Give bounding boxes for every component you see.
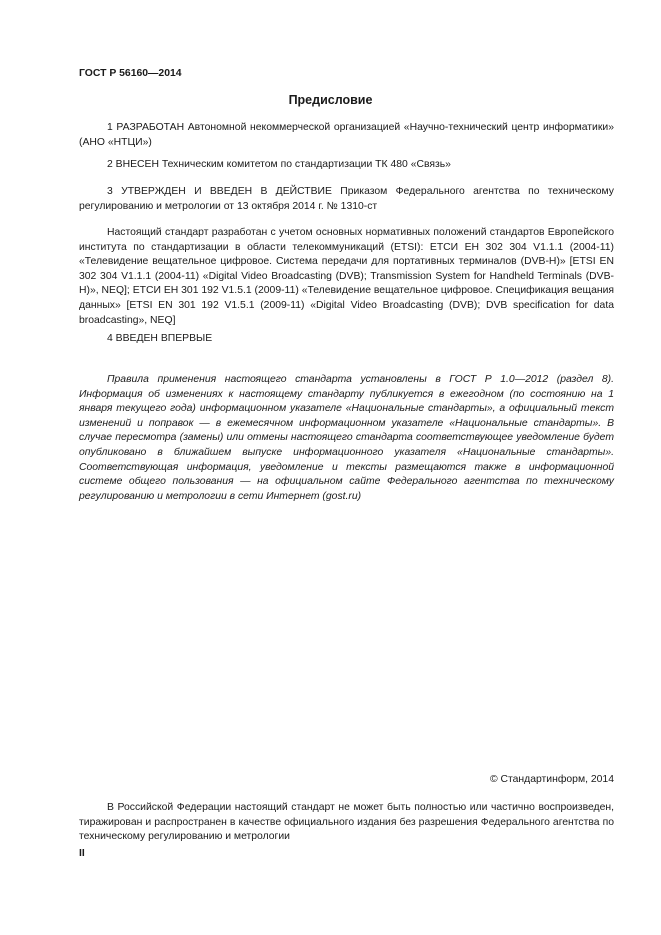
copyright: © Стандартинформ, 2014 bbox=[489, 774, 614, 785]
page-number: II bbox=[79, 848, 85, 859]
page-title: Предисловие bbox=[288, 93, 373, 107]
paragraph-developed: 1 РАЗРАБОТАН Автономной некоммерческой организацией «Научно-технический центр информатики» (АНО «НТЦИ») bbox=[79, 122, 614, 148]
paragraph-introduced: 2 ВНЕСЕН Техническим комитетом по стандартизации ТК 480 «Связь» bbox=[107, 159, 451, 170]
rights-notice: В Российской Федерации настоящий стандарт не может быть полностью или частично воспроизведен, тиражирован и распространен в качестве официального издания без разрешения Федерального агентства по техническому регулированию и метрологии bbox=[79, 802, 614, 843]
paragraph-basis: Настоящий стандарт разработан с учетом основных нормативных положений стандартов Европейского института по стандартизации в области телекоммуникаций (ETSI): ЕТСИ ЕН 302 304 V1.1.1 (2004-11) «Телевидение вещательное цифровое. Система передачи для портативных терминалов (DVB-H)» [ETSI EN 302 304 V1.1.1 (2004-11) «Digital Video Broadcasting (DVB); Transmission System for Handheld Terminals (DVB-H)», NEQ]; ЕТСИ ЕН 301 192 V1.5.1 (2009-11) «Телевидение вещательное цифровое. Спецификация вещания данных» [ETSI EN 301 192 V1.5.1 (2009-11) «Digital Video Broadcasting (DVB); DVB specification for data broadcasting», NEQ] bbox=[79, 227, 615, 326]
notice-text: Правила применения настоящего стандарта установлены в ГОСТ Р 1.0—2012 (раздел 8). Информация об изменениях к настоящему стандарту публикуется в ежегодном (по состоянию на 1 января текущего года) информационном указателе «Национальные стандарты», а официальный текст изменений и поправок — в ежемесячном информационном указателе «Национальные стандарты». В случае пересмотра (замены) или отмены настоящего стандарта соответствующее уведомление будет опубликовано в ближайшем выпуске информационного указателя «Национальные стандарты». Соответствующая информация, уведомление и тексты размещаются также в информационной системе общего пользования — на официальном сайте Федерального агентства по техническому регулированию и метрологии в сети Интернет (gost.ru) bbox=[79, 374, 614, 502]
paragraph-approved: 3 УТВЕРЖДЕН И ВВЕДЕН В ДЕЙСТВИЕ Приказом Федерального агентства по техническому регулированию и метрологии от 13 октября 2014 г. № 1310-ст bbox=[79, 186, 614, 212]
document-code: ГОСТ Р 56160—2014 bbox=[79, 68, 182, 79]
paragraph-first-introduced: 4 ВВЕДЕН ВПЕРВЫЕ bbox=[107, 333, 213, 344]
